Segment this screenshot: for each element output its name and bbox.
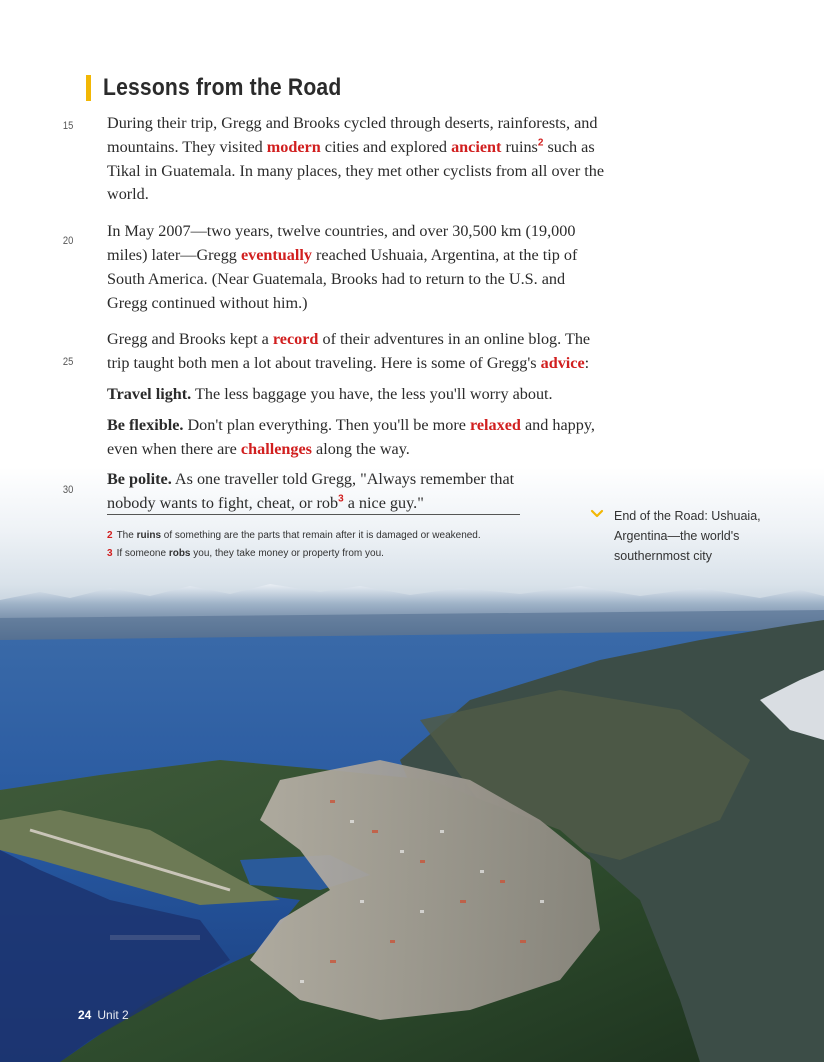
line-number: 30	[62, 484, 74, 496]
footnote-number: 2	[107, 530, 113, 541]
text-span: The	[116, 530, 137, 541]
paragraph-blog	[107, 328, 607, 376]
text-span: and happy, even when there are	[107, 415, 595, 458]
vocab-record: record	[272, 330, 319, 349]
unit-label: Unit 2	[97, 1008, 129, 1022]
footnote-term: robs	[168, 548, 191, 559]
text-span: of their adventures in an online blog. The trip taught both men a lot about traveling. Here is some of Gregg's	[107, 330, 591, 373]
footnotes	[107, 527, 481, 563]
tip-lead: Be polite.	[107, 470, 172, 489]
vocab-relaxed: relaxed	[469, 415, 521, 434]
page-number: 24	[78, 1008, 92, 1022]
article-body	[107, 112, 607, 516]
text-span: ruins	[501, 137, 538, 156]
text-span: Gregg and Brooks kept a	[107, 330, 273, 349]
vocab-challenges: challenges	[240, 439, 312, 458]
text-span: reached Ushuaia, Argentina, at the tip of South America. (Near Guatemala, Brooks had to return to the U.S. and Gregg continued without him.)	[107, 245, 578, 312]
text-span: As one traveller told Gregg, "Always remember that nobody wants to fight, cheat, or rob	[107, 470, 515, 513]
chevron-down-icon	[590, 507, 604, 521]
footnote-term: ruins	[136, 530, 162, 541]
vocab-advice: advice	[540, 354, 585, 373]
caption-text: End of the Road: Ushuaia, Argentina—the world's southernmost city	[614, 509, 761, 563]
text-span: along the way.	[311, 439, 410, 458]
text-span: cities and explored	[320, 137, 452, 156]
text-span: The less baggage you have, the less you'll worry about.	[191, 384, 553, 403]
text-span: Don't plan everything. Then you'll be more	[183, 415, 470, 434]
text-span: such as Tikal in Guatemala. In many places, they met other cyclists from all over the world.	[107, 137, 605, 204]
footnote-ref-2[interactable]: 2	[537, 137, 544, 149]
tip-be-polite	[107, 468, 517, 516]
paragraph-trip	[107, 112, 607, 207]
line-number: 20	[62, 235, 74, 247]
vocab-modern: modern	[266, 137, 321, 156]
section-title: Lessons from the Road	[103, 74, 342, 101]
footnote-ref-3[interactable]: 3	[338, 493, 344, 505]
footnote-item	[107, 545, 481, 563]
footnote-number: 3	[107, 548, 113, 559]
vocab-ancient: ancient	[451, 137, 502, 156]
text-span: a nice guy."	[343, 494, 424, 513]
paragraph-arrival	[107, 220, 607, 315]
vocab-eventually: eventually	[240, 245, 312, 264]
page-folio	[78, 1008, 129, 1022]
text-span: In May 2007—two years, twelve countries, and over 30,500 km (19,000 miles) later—Gregg	[107, 222, 576, 264]
tip-lead: Be flexible.	[107, 415, 184, 434]
heading-accent-bar	[86, 75, 91, 101]
text-span: you, they take money or property from you.	[190, 548, 384, 559]
tip-lead: Travel light.	[107, 384, 192, 403]
section-heading	[86, 72, 374, 104]
footnote-item	[107, 527, 481, 545]
text-span: of something are the parts that remain after it is damaged or weakened.	[161, 530, 481, 541]
text-span: If someone	[116, 548, 169, 559]
text-span: :	[584, 354, 590, 373]
tip-be-flexible	[107, 414, 607, 462]
photo-caption	[590, 506, 800, 566]
line-number: 25	[62, 356, 74, 368]
line-number: 15	[62, 120, 74, 132]
footnote-divider	[107, 514, 520, 515]
text-span: During their trip, Gregg and Brooks cycled through deserts, rainforests, and mountains. They visited	[107, 114, 598, 156]
tip-travel-light	[107, 383, 607, 407]
